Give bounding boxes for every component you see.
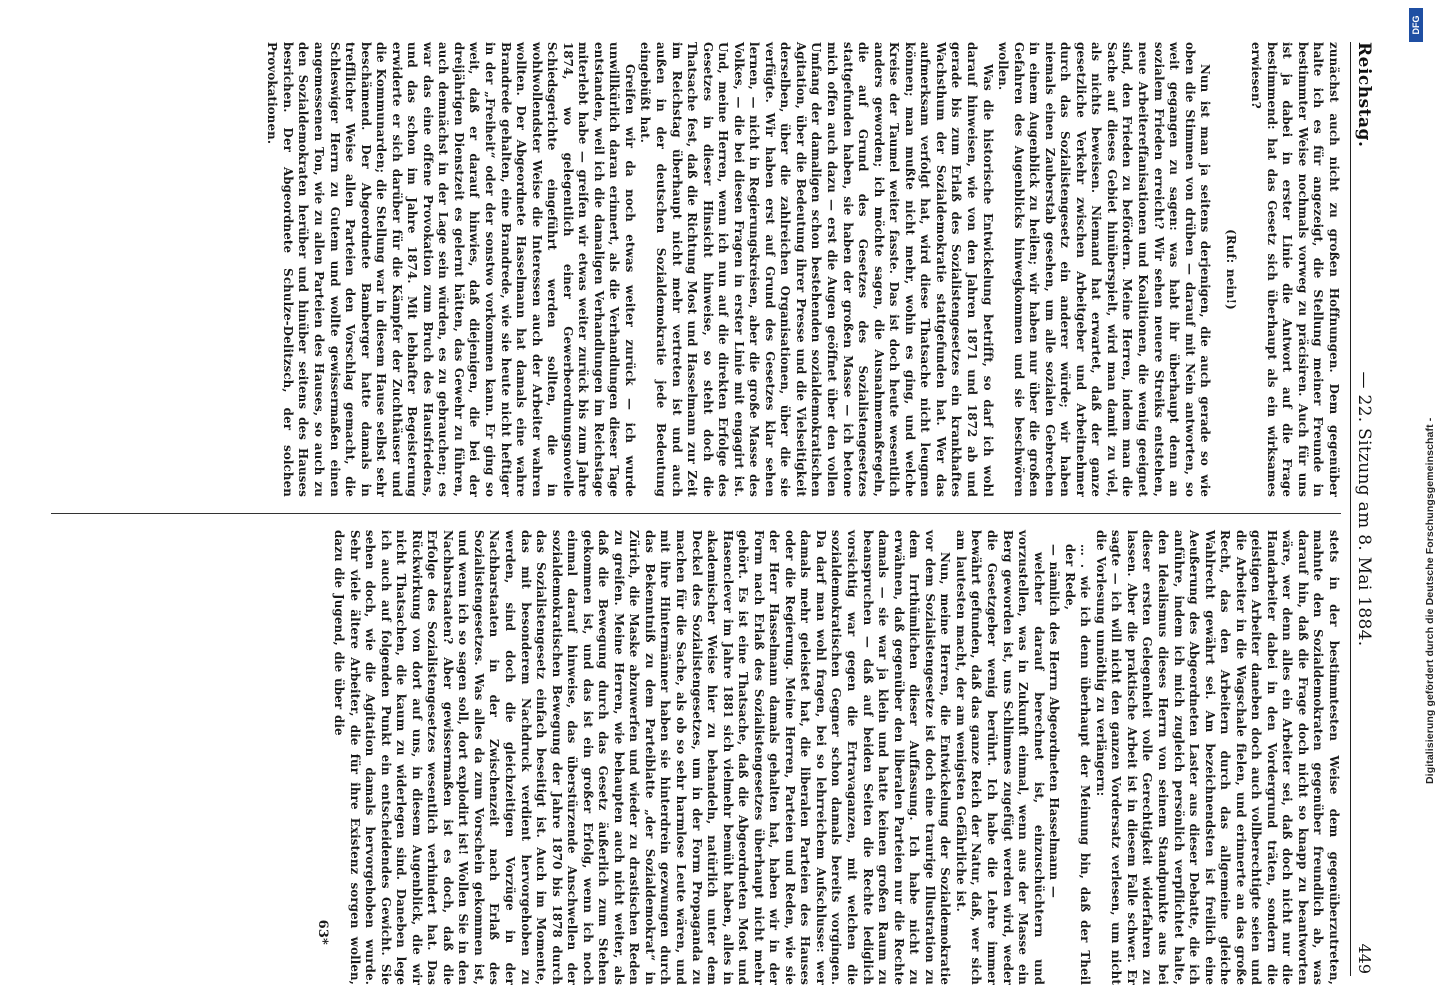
digitization-credit [1408, 0, 1436, 1000]
left-column-paragraph: Greifen wir da noch etwas weiter zurück — ich wurde unwillkürlich daran erinnert, als die Verhandlungen dieser Tage entstanden, weil ich die damaligen Verhandlungen im Reichstage miterlebt habe — greifen wir etwas weiter zurück bis zum Jahre 1874, wo gelegentlich einer Gewerbeordnungsnovelle Schiedsgerichte eingeführt werden sollten, die in wohlwollendster Weise die Interessen auch der Arbeiter wahren wollten. Der Abgeordnete Hasselmann hat damals eine wahre Brandrede gehalten, eine Brandrede, wie sie heute nicht heftiger in der „Freiheit“ oder der sonstwo vorkommen kann. Er ging so weit, daß er darauf hinwies, daß diejenigen, die bei der dreijährigen Dienstzeit es gelernt hätten, das Gewehr zu führen, auch demnächst in der Lage sein würden, es zu gebrauchen; es war das eine offene Provokation zum Bruch des Hausfriedens, und das schon im Jahre 1874. Mit lebhafter Begeisterung erwiderte er sich darüber für die Kämpfer der Zuchthäuser und die Kommunarden; die Stellung war in diesem Hause selbst sehr beschämend. Der Abgeordnete Bamberger hatte damals in trefflicher Weise allen Parteien den Vorschlag gemacht, die Schleswiger Herrn zu Gutem und wollte gewissermaßen einen angemessenen Ton, wie zu allen Parteien des Hauses, so auch zu den Sozialdemokraten herüber und hinüber seitens des Hauses besrichen. Der Abgeordnete Schulze-Delitzsch, der solchen Provokationen. [265, 42, 637, 497]
right-column-paragraph: — nämlich des Herrn Abgeordneten Hasselmann — [1047, 544, 1062, 898]
left-column-paragraph: Was die historische Entwickelung betrifft, so darf ich wohl darauf hinweisen, wie von den Jahren 1871 und 1872 ab und gerade bis zum Erlaß des Sozialistengesetzes ein krankhaftes Wachsthum der Sozialdemokratie stattgefunden hat. Wer das aufmerksam verfolgt hat, wird diese Thatsache nicht leugnen können; man mußte nicht mehr, wohin es ging, und welche Kreise der Taumel weiter fasste. Das ist doch heute wesentlich anders geworden; ich möchte sagen, die Ausnahmemaßregeln, die auf Grund des Gesetzes des Sozialistengesetzes stattgefunden haben, sie haben der großen Masse — ich betone mich offen auch dazu — erst die Augen geöffnet über den vollen Umfang der damaligen schon bestehenden sozialdemokratischen Agitation, über die Bedeutung ihrer Presse und die Vielseitigkeit derselben, über die zahlreichen Organisationen, über die sie verfügte. Wir haben erst auf Grund des Gesetzes klar sehen lernen, — nicht in Regierungskreisen, aber die große Masse des Volkes, — die bei diesen Fragen in erster Linie mit engagirt ist. Und, meine Herren, wenn ich nun auf die direkten Erfolge des Gesetzes in dieser Hinsicht hinweise, so steht doch die Thatsache fest, daß die Richtung Most und Hasselmann zur Zeit im Reichstag überhaupt nicht mehr vertreten ist und auch außen in der deutschen Sozialdemokratie jede Bedeutung eingebüßt hat. [638, 42, 995, 497]
left-column [264, 42, 1341, 497]
digitization-credit-text: Digitalisierung gefördert durch die Deutsche Forschungsgemeinschaft - [1424, 417, 1436, 784]
right-column [315, 530, 1341, 985]
header-title: — 22. Sitzung am 8. Mai 1884. [1354, 371, 1374, 647]
left-column-paragraph: Nun ist man ja seitens derjenigen, die auch gerade so wie oben die Stimmen von drüben — darauf mit Nein antworten, so weit gegangen zu sagen: was habt ihr überhaupt denn an sozialem Frieden erreicht? Wir sehen neuere Streiks entstehen, neue Arbeitereffanisationen und Koalitionen, die wenig geeignet sind, den Frieden zu befördern. Meine Herren, indem man die Sache auf dieses Gebiet hinüberspielt, wird man damit zu viel, als nichts beweisen. Niemand hat erwartet, daß der ganze gesetzliche Verkehr zwischen Arbeitgeber und Arbeitnehmer durch das Sozialistengesetz ein anderer würde; wir haben niemals einen Zauberstab gesehen, um alle sozialen Gebrechen in einem Augenblick zu heilen; wir haben nur über die großen Gefahren des Augenblicks hinwegkommen und sie beschwören wollen. [996, 42, 1213, 497]
page-number: 449 [1355, 943, 1374, 974]
right-column-paragraph: stets in der bestimmtesten Weise dem gegenüberzutreten, mahnte den Sozialdemokraten gegenüber freundlich ab, was darauf hin, daß die Frage doch nicht so knapp zu beantworten wäre, wer denn alles ein Arbeiter sei, daß doch nicht nur die Handarbeiter dabei in den Vordergrund träten, sondern die geistigen Arbeiter daneben doch auch vollberechtigte seien und die Arbeiter in die Wagschale fielen, und erinnerte an das große Recht, das den Arbeitern durch das allgemeine gleiche Wahlrecht gewährt sei. Am bezeichnendsten ist freilich eine Aeußerung des Abgeordneten Laster aus dieser Debatte, die ich anführe, indem ich mich zugleich persönlich verpflichtet halte, den Idealismus dieses Herrn von seinem Standpunkte aus bei dieser ersten Gelegenheit volle Gerechtigkeit widerfahren zu lassen. Aber die praktische Arbeit ist in diesem Falle schwer. Er sagte — ich will nicht den ganzen Vordersatz verlesen, um nicht die Vorlesung unnöthig zu verlängern: [1093, 530, 1341, 985]
dfg-logo-text: DFG [1411, 15, 1421, 35]
header-left: Reichstag. [1354, 42, 1374, 148]
left-column-paragraph: (Ruf: nein!) [1223, 229, 1238, 310]
right-column-paragraph: 63* [315, 919, 331, 945]
page-header [1350, 42, 1377, 976]
right-column-paragraph: Nun, meine Herren, die Entwickelung der Sozialdemokratie vor dem Sozialistengesetze ist doch eine traurige Illustration zu dem Irrthümlichen dieser Auffassung. Ich habe nicht zu erwähnen, daß gegenüber den liberalen Parteien nur die Rechte damals — sie war ja klein und hatte keinen großen Raum zu beanspruchen — daß auf beiden Seiten die Rechte lediglich vorsichtig war gegen die Ertravaganzen, mit welchen die sozialdemokratischen Gegner schon damals bereits vorgingen. Da darf man wohl fragen, bei so lehrreichem Aufschlusse: wer damals mehr geleistet hat, die liberalen Parteien des Hauses oder die Regierung. Meine Herren, Parteien und Reden, wie sie der Herr Hasselmann damals gehalten hat, haben wir in der Form nach Erlaß des Sozialistengesetzes überhaupt nicht mehr gehört. Es ist eine Thatsache, daß die Abgeordneten Most und Hasenclever im Jahre 1881 sich vielmehr bemüht haben, alles in akademischer Weise hier zu behandeln, natürlich unter dem Deckel des Sozialistengesetzes, um in der Form Propaganda zu machen für die Sache, als ob so sehr harmlose Leute wären, und mit ihre Hintermänner haben sie hinterdrein gezwungen durch das Bekenntniß zu dem Parteiblatte „der Sozialdemokrat“ in Zürich, die Maske abzuwerfen und wieder zu drastischen Reden zu greifen. Meine Herren, wie behaupten auch nicht weiter, als daß die Bewegung durch das Gesetz äußerlich zum Stehen gekommen ist, und das ist ein großer Erfolg, wenn ich noch einmal darauf hinweise, das überstürzende Anschwellen der sozialdemokratischen Bewegung der Jahre 1870 bis 1878 durch das Sozialistengesetz einfach beseitigt ist. Auch im Momente, das mit besonderem Nachdruck verdient hervorgehoben zu werden, sind doch die gleichzeitigen Vorzüge in der Nachbarstaaten in der Zwischenzeit nach Erlaß des Sozialistengesetzes. Was alles da zum Vorschein gekommen ist, und wenn ich so sagen soll, dort explodirt ist! Wollen Sie in den Nachbarstaaten? Aber gewissermaßen ist es doch, daß die Erfolge des Sozialistengesetzes wesentlich verhindert hat. Das Rückwirkung von dort auf uns, in diesem Augenblick, die wir nicht Thatsachen, die kaum zu widerlegen sind. Daneben lege ich auch auf folgenden Punkt ein entscheidendes Gewicht. Sie sehen doch, wie die Agitation damals hervorgehoben wurde. Sehr viele ältere Arbeiter, die für ihre Existenz sorgen wollen, dazu die Jugend, die über die [332, 530, 953, 985]
left-column-paragraph: zunächst auch nicht zu großen Hoffnungen. Dem gegenüber halte ich es für angezeigt, die Stellung meiner Freunde in bestimmter Weise nochmals vorweg zu präcisiren. Auch für uns ist ja dabei in erster Linie die Antwort auf die Frage bestimmend: hat das Gesetz sich überhaupt als ein wirksames erwiesen? [1249, 42, 1341, 497]
right-column-paragraph: … . wie ich denn überhaupt der Meinung bin, daß der Theil der Rede, [1062, 544, 1093, 985]
right-column-paragraph: welcher darauf berechnet ist, einzuschüchtern und vorzustellen, was in Zukunft einmal, wenn aus der Masse ein Berg geworden ist, uns Schlimmes zugefügt werden wird, weder die Gesetzgeber wenig berührt. Ich habe die Lehre immer bewährt gefunden, daß das ganze Reich der Natur, daß, wer sich am lautesten macht, der am wenigsten Gefährliche ist. [953, 530, 1046, 985]
dfg-logo [1409, 8, 1423, 42]
column-divider [51, 513, 1341, 514]
